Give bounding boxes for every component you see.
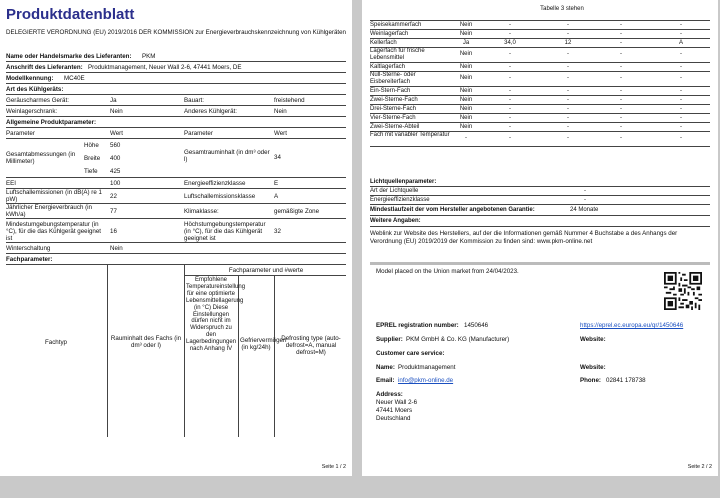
table-row	[370, 30, 710, 39]
cell-freeze: -	[620, 124, 622, 130]
cell-defrost: -	[680, 97, 682, 103]
supplier-value: PKM GmbH & Co. KG (Manufacturer)	[406, 336, 510, 343]
model-value: MC40E	[64, 75, 85, 82]
energy-class-label: Energieeffizienzklasse	[184, 180, 246, 187]
depth-label: Tiefe	[84, 168, 98, 175]
phone-label: Phone:	[580, 377, 601, 384]
build-label: Bauart:	[184, 97, 204, 104]
cell-freeze: -	[620, 88, 622, 94]
table3-header: Tabelle 3 stehen	[540, 6, 584, 12]
contact-name-label: Name:	[376, 364, 395, 371]
cell-freeze: -	[620, 97, 622, 103]
cell-freeze: -	[620, 64, 622, 70]
cell-name: Null-Sterne- oder Eisbereiterfach	[370, 72, 416, 85]
compartment-table	[370, 6, 710, 147]
noise-class-value: A	[274, 193, 279, 200]
height-value: 560	[110, 142, 121, 149]
cell-present: Nein	[459, 51, 473, 57]
cell-freeze: -	[620, 40, 622, 46]
cell-vol: -	[509, 22, 511, 28]
table-row	[370, 21, 710, 30]
cell-temp: -	[567, 124, 569, 130]
warranty-value: 24 Monate	[570, 207, 599, 213]
address-line-3: Deutschland	[376, 415, 411, 422]
min-temp-label: Mindestumgebungstemperatur (in °C), für die das Kühlgerät geeignet ist	[6, 221, 101, 242]
supplier-name-value: PKM	[142, 53, 156, 60]
page-footer: Seite 1 / 2	[321, 464, 346, 470]
winter-switch-label: Winterschaltung	[6, 245, 51, 252]
cell-vol: -	[509, 31, 511, 37]
wine-cabinet-label: Weinlagerschrank:	[6, 108, 58, 115]
cell-temp: -	[567, 106, 569, 112]
cell-defrost: -	[680, 135, 682, 141]
noise-value: 22	[110, 193, 117, 200]
table-row	[370, 48, 710, 63]
compartment-params-label: Fachparameter:	[6, 256, 53, 263]
cell-vol: -	[509, 115, 511, 121]
max-temp-label: Höchstumgebungstemperatur (in °C), für die das Kühlgerät geeignet ist	[184, 221, 266, 242]
cell-present: Nein	[459, 22, 473, 28]
website2-label: Website:	[580, 364, 606, 371]
cell-name: Fach mit variabler Temperatur	[370, 132, 450, 138]
min-temp-value: 16	[110, 228, 117, 235]
cell-present: Nein	[459, 106, 473, 112]
other-device-value: Nein	[274, 108, 287, 115]
qr-code-icon	[664, 272, 702, 310]
supplier-name-label: Name oder Handelsmarke des Lieferanten:	[6, 53, 132, 60]
depth-value: 425	[110, 168, 121, 175]
cell-temp: -	[567, 64, 569, 70]
cell-freeze: -	[620, 22, 622, 28]
cell-defrost: -	[680, 22, 682, 28]
cell-vol: -	[509, 51, 511, 57]
light-type-label: Art der Lichtquelle	[370, 188, 419, 194]
cell-freeze: -	[620, 75, 622, 81]
height-label: Höhe	[84, 142, 99, 149]
other-device-label: Anderes Kühlgerät:	[184, 108, 237, 115]
eprel-link[interactable]: https://eprel.ec.europa.eu/qr/1450646	[580, 322, 684, 329]
supplier-address-value: Produktmanagement, Neuer Wall 2-6, 47441 Moers, DE	[88, 64, 242, 71]
cell-name: Kaltlagerfach	[370, 64, 406, 70]
cell-vol: -	[509, 106, 511, 112]
light-warranty-section	[370, 178, 710, 246]
cell-freeze: -	[620, 106, 622, 112]
col-param-1: Parameter	[6, 130, 35, 137]
cell-present: Nein	[459, 75, 473, 81]
table-row	[370, 114, 710, 123]
contact-name-value: Produktmanagement	[398, 364, 456, 371]
cell-vol: -	[509, 88, 511, 94]
cell-temp: -	[567, 97, 569, 103]
model-label: Modellkennung:	[6, 75, 54, 82]
cell-temp: -	[567, 51, 569, 57]
table-row	[370, 96, 710, 105]
light-class-label: Energieeffizienzklasse	[370, 197, 430, 203]
light-params-label: Lichtquellenparameter:	[370, 179, 437, 185]
cell-defrost: -	[680, 31, 682, 37]
cell-freeze: -	[620, 51, 622, 57]
cell-temp: -	[567, 75, 569, 81]
compartment-type-header: Fachtyp	[44, 339, 67, 346]
general-params-label: Allgemeine Produktparameter:	[6, 119, 97, 126]
cell-temp: -	[567, 135, 569, 141]
cell-defrost: A	[678, 40, 683, 46]
table-row	[370, 87, 710, 96]
cell-vol: -	[509, 135, 511, 141]
energy-class-value: E	[274, 180, 279, 187]
cell-name: Kellerfach	[370, 40, 397, 46]
weblink-text: Weblink zur Website des Herstellers, auf der die Informationen gemäß Nummer 4 Buchstabe a des Anhangs der Verordnung (EU) 2019/2019 der Kommission zu finden sind: www.pkm-online.net	[370, 230, 678, 245]
cell-defrost: -	[680, 51, 682, 57]
cell-vol: -	[509, 124, 511, 130]
quiet-label: Geräuscharmes Gerät:	[6, 97, 69, 104]
cell-present: Nein	[459, 124, 473, 130]
compartment-rows	[370, 21, 710, 147]
light-class-value: -	[584, 197, 586, 203]
dims-label: Gesamtabmessungen (in Millimeter)	[6, 151, 76, 165]
page-footer: Seite 2 / 2	[687, 464, 712, 470]
cell-present: Nein	[459, 88, 473, 94]
customer-care-label: Customer care service:	[376, 350, 445, 357]
table-row	[370, 39, 710, 48]
email-label: Email:	[376, 377, 395, 384]
cell-name: Zwei-Sterne-Abteil	[370, 124, 420, 130]
climate-value: gemäßigte Zone	[274, 208, 320, 215]
cell-defrost: -	[680, 124, 682, 130]
cell-temp: -	[567, 31, 569, 37]
cell-name: Weinlagerfach	[370, 31, 409, 37]
dimensions-row	[6, 139, 346, 178]
cell-name: Speisekammerfach	[370, 22, 422, 28]
cell-name: Vier-Sterne-Fach	[370, 115, 416, 121]
eprel-label: EPREL registration number:	[376, 322, 459, 329]
email-link[interactable]: info@pkm-online.de	[398, 377, 454, 384]
cell-defrost: -	[680, 106, 682, 112]
cell-present: Nein	[459, 115, 473, 121]
address-label: Address:	[376, 391, 403, 398]
width-label: Breite	[84, 155, 101, 162]
supplier-address-label: Anschrift des Lieferanten:	[6, 64, 83, 71]
wine-cabinet-value: Nein	[110, 108, 123, 115]
more-info-label: Weitere Angaben:	[370, 218, 421, 224]
cell-vol: -	[509, 75, 511, 81]
cell-freeze: -	[620, 31, 622, 37]
compartment-temp-header: Empfohlene Temperatureinstellung für eine optimierte Lebensmittellagerung (in °C) Diese Einstellungen dürfen nicht im Widerspruch zu den Lagerbedingungen nach Anhang IV	[186, 277, 246, 353]
annual-energy-value: 77	[110, 208, 117, 215]
cell-vol: -	[509, 97, 511, 103]
device-type-label: Art des Kühlgeräts:	[6, 86, 64, 93]
table-row	[370, 63, 710, 72]
phone-value: 02841 178738	[606, 377, 646, 384]
cell-temp: -	[567, 115, 569, 121]
cell-name: Lagerfach für frische Lebensmittel	[370, 48, 425, 61]
compartment-defrost-header: Defrosting type (auto-defrost=A, manual defrost=M)	[281, 335, 341, 356]
table-row	[370, 72, 710, 87]
annual-energy-label: Jährlicher Energieverbrauch (in kWh/a)	[6, 204, 92, 218]
address-line-1: Neuer Wall 2-6	[376, 399, 418, 406]
cell-defrost: -	[680, 115, 682, 121]
eei-label: EEI	[6, 180, 16, 187]
cell-freeze: -	[620, 135, 622, 141]
light-type-value: -	[584, 188, 586, 194]
eprel-value: 1450646	[464, 322, 489, 329]
cell-present: Ja	[462, 40, 470, 46]
datasheet-page-1	[0, 0, 352, 476]
col-value-2: Wert	[274, 130, 287, 137]
noise-label: Luftschallemissionen (in dB(A) re 1 pW)	[6, 189, 102, 203]
cell-vol: 34,0	[504, 40, 516, 46]
cell-present: -	[465, 135, 467, 141]
quiet-value: Ja	[110, 97, 117, 104]
page-title: Produktdatenblatt	[6, 6, 135, 23]
cell-defrost: -	[680, 75, 682, 81]
supplier-info	[6, 51, 346, 437]
max-temp-value: 32	[274, 228, 281, 235]
compartment-volume-header: Rauminhalt des Fachs (in dm³ oder l)	[110, 335, 182, 349]
cell-name: Zwei-Sterne-Fach	[370, 97, 418, 103]
cell-vol: -	[509, 64, 511, 70]
section-divider	[370, 262, 710, 265]
col-param-2: Parameter	[184, 130, 213, 137]
table-row	[370, 123, 710, 132]
cell-defrost: -	[680, 88, 682, 94]
cell-defrost: -	[680, 64, 682, 70]
compartment-values-header: Fachparameter und #werte	[228, 267, 304, 274]
cell-present: Nein	[459, 31, 473, 37]
eei-value: 100	[110, 180, 121, 187]
volume-value: 34	[274, 154, 281, 161]
supplier-label: Supplier:	[376, 336, 403, 343]
build-value: freistehend	[274, 97, 305, 104]
col-value-1: Wert	[110, 130, 123, 137]
cell-temp: -	[567, 88, 569, 94]
winter-switch-value: Nein	[110, 245, 123, 252]
datasheet-page-2	[362, 0, 718, 476]
compartment-freeze-header: Gefriervermögen (in kg/24h)	[240, 337, 287, 351]
warranty-label: Mindestlaufzeit der vom Hersteller angebotenen Garantie:	[370, 207, 535, 213]
cell-present: Nein	[459, 97, 473, 103]
cell-freeze: -	[620, 115, 622, 121]
regulation-intro: DELEGIERTE VERORDNUNG (EU) 2019/2016 DER KOMMISSION zur Energieverbrauchskennzeichnung von Kühlgeräten	[6, 29, 347, 36]
table-row	[370, 132, 710, 147]
cell-temp: -	[567, 22, 569, 28]
volume-label: Gesamtrauminhalt (in dm³ oder l)	[184, 149, 270, 163]
placed-on-market: Model placed on the Union market from 24/04/2023.	[376, 268, 519, 275]
width-value: 400	[110, 155, 121, 162]
cell-temp: 12	[564, 40, 572, 46]
noise-class-label: Luftschallemissionsklasse	[184, 193, 256, 200]
table-row	[370, 105, 710, 114]
cell-name: Ein-Stern-Fach	[370, 88, 411, 94]
address-line-2: 47441 Moers	[376, 407, 413, 414]
cell-name: Drei-Sterne-Fach	[370, 106, 417, 112]
website-label: Website:	[580, 336, 606, 343]
cell-present: Nein	[459, 64, 473, 70]
climate-label: Klimaklasse:	[184, 208, 219, 215]
compartment-header-table	[6, 265, 346, 437]
